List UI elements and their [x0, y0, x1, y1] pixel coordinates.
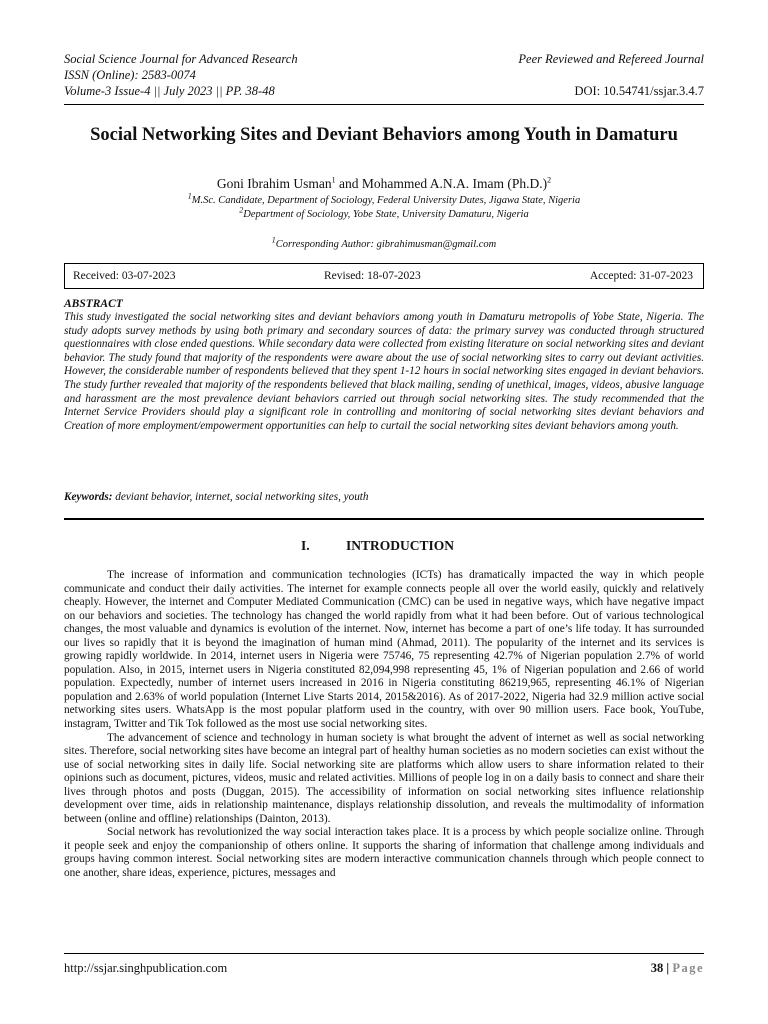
section-number: I.	[301, 538, 310, 553]
keywords-text: deviant behavior, internet, social networking sites, youth	[112, 491, 369, 503]
affiliation-1	[64, 191, 704, 207]
paragraph: Social network has revolutionized the way social interaction takes place. It is a process by which people socialize online. Through it people seek and enjoy the companionship of others online. It supports the sharing of information that challenge among individuals and groups having common interest. Social networking sites are modern interactive communication channels through which people connect to one another, share ideas, experience, pictures, messages and	[64, 826, 704, 880]
author-1: Goni Ibrahim Usman	[216, 176, 332, 191]
aff2-sup: 2	[239, 205, 244, 215]
footer-rule	[64, 953, 704, 954]
author-2: and Mohammed A.N.A. Imam (Ph.D.)	[335, 176, 548, 191]
paper-title: Social Networking Sites and Deviant Behaviors among Youth in Damaturu	[90, 125, 678, 145]
aff1-text: M.Sc. Candidate, Department of Sociology, Federal University Dutes, Jigawa State, Nigeria	[191, 195, 581, 206]
header-rule	[64, 104, 704, 105]
keywords	[64, 490, 704, 504]
journal-volume: Volume-3 Issue-4 || July 2023 || PP. 38-48	[64, 84, 275, 98]
abstract-heading: ABSTRACT	[64, 298, 123, 310]
footer-url[interactable]: http://ssjar.singhpublication.com	[64, 961, 228, 975]
keywords-label: Keywords:	[64, 491, 113, 503]
corresponding-author	[64, 235, 704, 251]
journal-name: Social Science Journal for Advanced Research	[64, 52, 298, 66]
peer-review-label: Peer Reviewed and Refereed Journal	[518, 52, 704, 66]
aff2-text: Department of Sociology, Yobe State, University Damaturu, Nigeria	[243, 209, 529, 220]
page-separator: |	[663, 961, 673, 975]
received-date: Received: 03-07-2023	[73, 270, 176, 282]
aff1-sup: 1	[187, 191, 192, 201]
author-1-sup: 1	[331, 175, 336, 185]
abstract-text: This study investigated the social networking sites and deviant behaviors among youth in Damaturu metropolis of Yobe State, Nigeria. The study adopts survey methods by using both primary and secondary sources of data: the primary survey was conducted through structured questionnaires with close ended questions. While secondary data were collected from existing literature on social networking sites and deviant behavior. The study found that majority of the respondents were aware about the use of social networking sites to carry out deviant activities. However, the considerable number of respondents believed that they spent 1-12 hours in social networking sites engaged in deviant behaviors. The study further revealed that majority of the respondents believed that black mailing, sending of unethical, images, videos, abusive language and harassment are the most prevalence deviant behaviors carried out through social networking sites. The study recommended that the Internet Service Providers should play a significant role in controlling and monitoring of social networking sites deviant behaviors and Creation of more employment/empowerment opportunities can help to curtail the social networking sites deviant behaviors among youth.	[64, 311, 704, 432]
section-title: INTRODUCTION	[346, 538, 455, 553]
dates-box	[64, 263, 704, 289]
affiliation-2	[64, 205, 704, 221]
corr-sup: 1	[271, 235, 276, 245]
paragraph: The increase of information and communication technologies (ICTs) has dramatically impacted the way in which people communicate and conduct their daily activities. The internet for example connects people all over the world easily, quickly and relatively cheaply. However, the internet and Computer Mediated Communication (CMC) can be used in negative ways, which have negative impact on our behaviors and societies. The technology has changed the world rapidly from what it had been before. Out of various technological changes, the most valuable and dynamics is evolution of the internet. Now, internet has become a part of one’s life today. It has surrounded our lives so rapidly that it is beyond the imagination of human mind (Ahmad, 2011). The popularity of the internet and its services is growing rapidly worldwide. In 2014, internet users in Nigeria were 75746, 75 representing 42.7% of Nigerian population 2.7% of world population. Also, in 2015, internet users in Nigeria constituted 82,094,998 representing 45, 1% of Nigerian population and 2.66 of world population. Expectedly, number of internet users increased in 2016 in Nigeria constituting 86219,965, representing 46.1% of Nigerian population and 2.63% of world population (Internet Live Starts 2014, 2015&2016). As of 2017-2022, Nigeria had 32.9 million active social networking sites users. WhatsApp is the most popular platform used in the country, with over 90 million users. Face book, YouTube, instagram, Twitter and Tik Tok followed as the most use social networking sites.	[64, 569, 704, 731]
journal-issn: ISSN (Online): 2583-0074	[64, 68, 196, 82]
corr-text[interactable]: Corresponding Author: gibrahimusman@gmail.com	[275, 239, 497, 250]
page-number	[651, 960, 704, 976]
page-number-value: 38	[650, 961, 664, 975]
revised-date: Revised: 18-07-2023	[324, 270, 421, 282]
accepted-date: Accepted: 31-07-2023	[589, 270, 693, 282]
page-word: Page	[672, 961, 704, 975]
body-text	[64, 569, 704, 881]
author-line	[64, 175, 704, 193]
author-2-sup: 2	[547, 175, 552, 185]
section-rule	[64, 518, 704, 520]
doi: DOI: 10.54741/ssjar.3.4.7	[574, 84, 704, 98]
paragraph: The advancement of science and technology in human society is what brought the advent of internet as well as social networking sites. Therefore, social networking sites have become an integral part of healthy human societies as no modern societies can exist without the use of social networking sites in daily life. Social networking site are platforms which allow users to share information related to their opinions such as document, pictures, videos, music and related activities. Millions of people log in on a daily basis to connect and share their lives through photos and posts (Duggan, 2015). The accessibility of information on social networking sites influence relationship development over time, aids in relationship maintenance, displays relationship dissolution, and reveals the multimodality of information between (online and offline) relationships (Dainton, 2013).	[64, 731, 704, 825]
